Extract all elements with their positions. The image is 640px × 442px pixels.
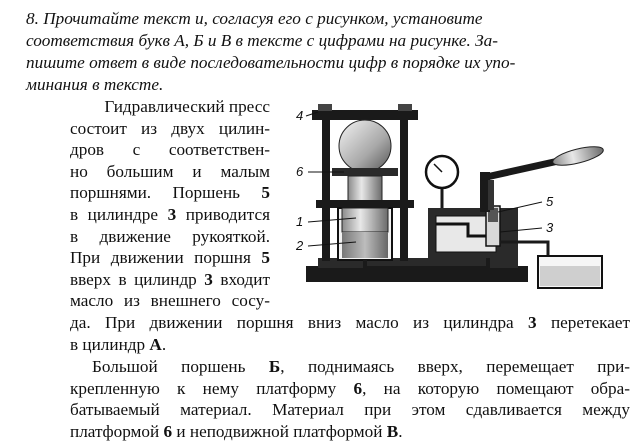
paragraph-1-tail — [70, 312, 630, 355]
text: входит — [212, 269, 270, 289]
text-line — [70, 247, 270, 269]
task-line: минания в тексте. — [26, 75, 164, 94]
text-line: масло из внешнего сосу- — [70, 291, 270, 311]
number-ref: 6 — [353, 378, 363, 398]
text-line: состоит из двух цилин- — [70, 118, 270, 138]
letter-ref: Б — [268, 357, 281, 376]
text: , на которую помещают обра- — [362, 378, 630, 398]
label-2: 2 — [296, 238, 304, 253]
letter-ref: В — [386, 421, 399, 441]
text-line: батываемый материал. Материал при этом сдавливается между — [70, 400, 630, 420]
text: При движении поршня — [70, 248, 262, 268]
bolt-right — [398, 104, 412, 111]
task-line: пишите ответ в виде последовательности цифр в порядке их упо- — [26, 53, 516, 72]
fixed-platform — [312, 110, 418, 120]
label-6: 6 — [296, 164, 304, 179]
text: вверх в цилиндр — [70, 269, 205, 289]
text-line — [70, 182, 270, 204]
text: поршнями. Поршень — [70, 183, 262, 203]
handle — [551, 143, 605, 169]
text: . — [161, 334, 167, 354]
text-line — [70, 204, 270, 226]
text: , поднимаясь вверх, перемещает при- — [280, 357, 630, 376]
text: перетекает — [536, 313, 630, 332]
label-5: 5 — [546, 194, 554, 209]
text: в цилиндре — [70, 204, 168, 224]
oil-tank-fluid — [540, 266, 600, 286]
text-line — [70, 421, 630, 442]
number-ref: 6 — [163, 421, 173, 441]
text: Гидравлический пресс — [104, 97, 270, 116]
text-line: в движение рукояткой. — [70, 226, 270, 246]
label-4: 4 — [296, 108, 304, 123]
text-line — [70, 334, 630, 356]
label-1: 1 — [296, 214, 304, 229]
piston-rod — [348, 176, 382, 202]
leader-line — [498, 202, 542, 212]
text: . — [398, 421, 403, 441]
lever-link — [488, 180, 494, 210]
number-ref: 5 — [261, 183, 270, 203]
text: платформой — [70, 421, 164, 441]
large-piston — [342, 208, 388, 232]
paragraph-1-column — [70, 96, 270, 312]
material-ball — [339, 120, 391, 172]
number-ref: 3 — [204, 269, 213, 289]
text-line — [70, 312, 630, 334]
text: и неподвижной платформой — [172, 421, 387, 441]
text: крепленную к нему платформу — [70, 378, 354, 398]
column-left — [322, 116, 330, 261]
number-ref: 3 — [167, 204, 177, 224]
bolt-left — [318, 104, 332, 111]
text: приводится — [176, 204, 270, 224]
text-line — [70, 378, 630, 400]
cylinder-collar — [316, 200, 414, 208]
column-right — [400, 116, 408, 261]
text: да. При движении поршня вниз масло из цилиндра — [70, 313, 529, 332]
large-cylinder-oil — [342, 232, 388, 258]
text-line: дров с соответствен- — [70, 140, 270, 160]
hydraulic-press-figure — [282, 96, 622, 291]
task-line: 8. Прочитайте текст и, согласуя его с рисунком, установите — [26, 9, 483, 28]
text-line — [70, 356, 630, 378]
number-ref: 5 — [261, 248, 270, 268]
text: в цилиндр — [70, 334, 150, 354]
label-3: 3 — [546, 220, 554, 235]
text: Большой поршень — [92, 357, 269, 376]
paragraph-2 — [70, 356, 630, 442]
task-line: соответствия букв А, Б и В в тексте с цифрами на рисунке. За- — [26, 31, 498, 50]
text-line — [70, 96, 270, 118]
text-line — [70, 269, 270, 291]
task-text — [26, 8, 626, 96]
text-line: но большим и малым — [70, 161, 270, 181]
number-ref: 3 — [528, 313, 537, 332]
letter-ref: А — [149, 334, 162, 354]
